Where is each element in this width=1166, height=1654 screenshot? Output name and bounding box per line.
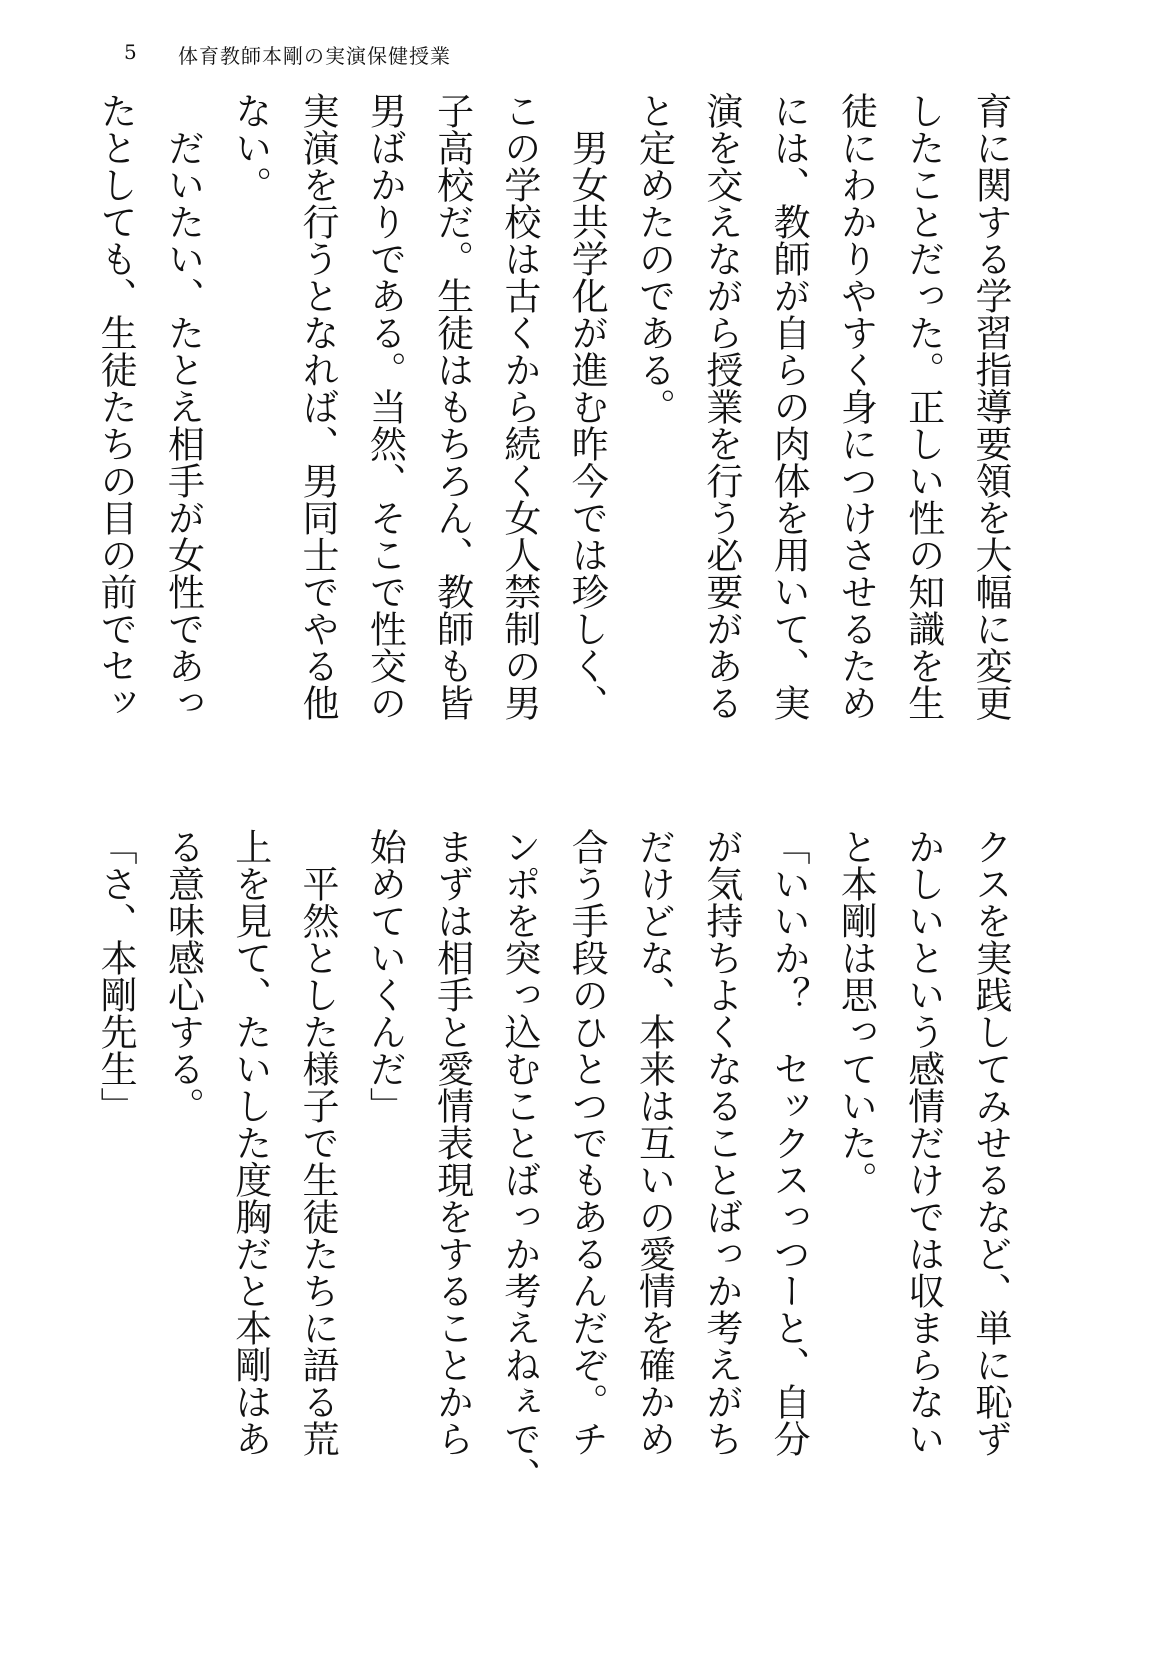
text-line: かしいという感情だけでは収まらない (901, 828, 945, 1457)
text-line: したことだった。正しい性の知識を生 (901, 92, 945, 721)
text-line: この学校は古くから続く女人禁制の男 (497, 92, 541, 721)
text-line: 徒にわかりやすく身につけさせるため (834, 92, 878, 721)
text-line: 合う手段のひとつでもあるんだぞ。チ (565, 828, 609, 1457)
text-line: ンポを突っ込むことばっか考えねぇで、 (497, 828, 541, 1494)
text-line: が気持ちよくなることばっか考えがち (699, 828, 743, 1457)
text-line: 実演を行うとなれば、男同士でやる他 (296, 92, 340, 721)
text-line: る意味感心する。 (161, 828, 205, 1124)
text-line: 育に関する学習指導要領を大幅に変更 (969, 92, 1012, 721)
text-line: ない。 (228, 92, 272, 203)
text-line: と本剛は思っていた。 (834, 828, 878, 1198)
text-line: 「いいか？ セックスっつーと、自分 (767, 828, 811, 1457)
text-line: には、教師が自らの肉体を用いて、実 (767, 92, 811, 721)
text-block-top (82, 92, 1024, 772)
text-block-bottom (82, 828, 1024, 1508)
text-line: クスを実践してみせるなど、単に恥ず (969, 828, 1012, 1457)
page-number: 5 (124, 40, 137, 64)
text-line: 男ばかりである。当然、そこで性交の (363, 92, 407, 721)
text-line: 演を交えながら授業を行う必要がある (699, 92, 743, 721)
text-line: 平然とした様子で生徒たちに語る荒 (296, 828, 340, 1457)
running-title: 体育教師本剛の実演保健授業 (178, 44, 451, 68)
text-line: まずは相手と愛情表現をすることから (430, 828, 474, 1457)
text-line: 始めていくんだ」 (363, 828, 407, 1124)
text-line: 「さ、本剛先生」 (94, 828, 138, 1124)
text-line: 上を見て、たいした度胸だと本剛はあ (228, 828, 272, 1457)
text-line: だけどな、本来は互いの愛情を確かめ (632, 828, 676, 1457)
text-line: たとしても、生徒たちの目の前でセッ (94, 92, 138, 721)
text-line: 子高校だ。生徒はもちろん、教師も皆 (430, 92, 474, 721)
text-line: 男女共学化が進む昨今では珍しく、 (565, 92, 609, 721)
text-line: だいたい、たとえ相手が女性であっ (161, 92, 205, 721)
text-line: と定めたのである。 (632, 92, 676, 425)
